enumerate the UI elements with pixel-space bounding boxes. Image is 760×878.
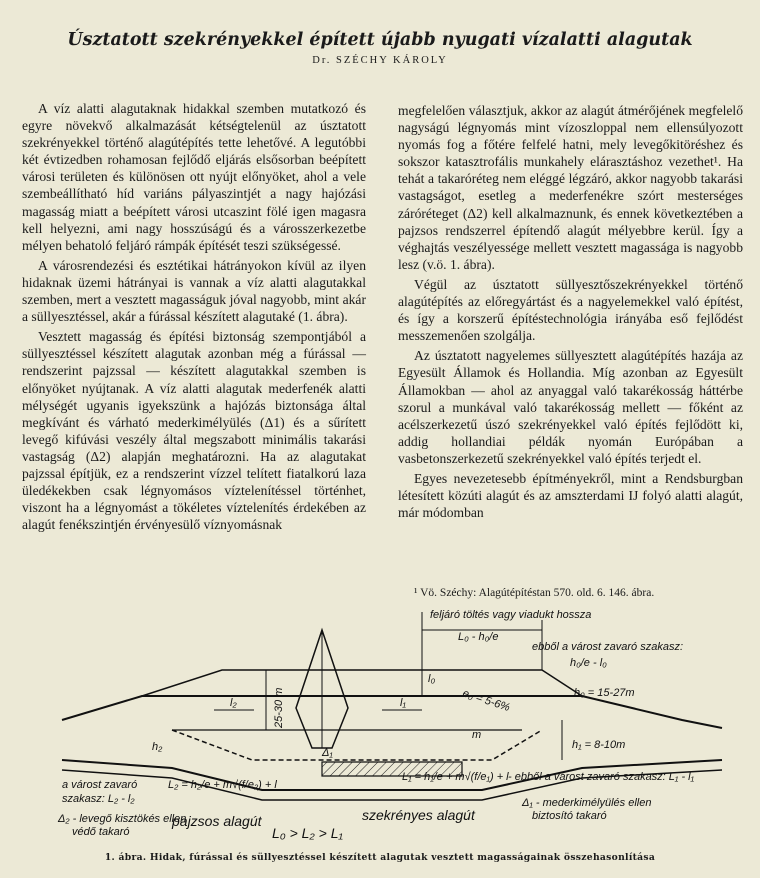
figure-caption: 1. ábra. Hidak, fúrással és süllyesztéssel készített alagutak vesztett magasságainak összehasonlítása [104, 852, 656, 863]
label-l2: l₂ [230, 697, 237, 709]
label-L1: L₁ = h₁/e + m√(f/e₁) + l [402, 771, 509, 783]
label-left2: szakasz: L₂ - l₂ [62, 793, 135, 805]
label-delta1-1: Δ₁ - mederkimélyülés ellen [522, 797, 652, 809]
paragraph: A városrendezési és esztétikai hátrányokon kívül az ilyen hidaknak üzemi hátrányai is vannak a víz alatti alagutakkal szemben, mert a vesztett magasságuk jóval nagyobb, mint akár a süllyesztéssel, akár a fúrással készített alagutaké (1. ábra). [22, 257, 366, 325]
paragraph: Az úsztatott nagyelemes süllyesztett alagútépítés hazája az Egyesült Államok és Hollandia. Míg azonban az Egyesült Államokban — ahol az anyaggal való takarékosság háttérbe szorul a munkával való takarékosság mellett — főként az acélszerkezetű úszó szekrényekkel való építés fejlődött ki, addig hollandiai példák nyomán Európában a vasbetonszerkezetű szekrényekkel való építés terjedt el. [398, 348, 743, 466]
label-ebbol-top1: ebből a várost zavaró szakasz: [532, 641, 684, 653]
label-delta-small: Δ₁ [322, 747, 333, 759]
label-delta1-2: biztosító takaró [532, 810, 607, 822]
label-L2: L₂ = h₂/e + m√(f/e₂) + l [168, 779, 277, 791]
label-25-30: 25-30 m [273, 687, 285, 728]
page-title: Úsztatott szekrényekkel épített újabb nyugati vízalatti alagutak [67, 30, 693, 50]
label-delta2-1: Δ₂ - levegő kisztökés ellen [58, 813, 187, 825]
paragraph: Vesztett magasság és építési biztonság szempontjából a süllyesztéssel készített alagutak azonban még a fúrással — rendszerint pajzssal — készített alagutakkal szemben is előnyöket nyújtanak. A víz alatti alagutak mederfenék alatti mélységét ugyanis igyekszünk a hajózás biztonsága által megkívánt és várható mederkimélyülés (Δ1) és a sűrített levegő kifúvási veszély által megszabott minimális takarási vastagság (Δ2) alapján meghatározni. Ha az alagutakat pajzssal építjük, ez a rendszerint vízzel telített fiatalkorú laza üledékekben csak légnyomásos víztelenítéssel történhet, viszont ha a légnyomást a tökéletes víztelenítés érdekében az alagút fenékszintjén érvényesülő víznyomásnak [22, 329, 366, 533]
figure-diagram [22, 600, 742, 846]
label-h0: h₀ = 15-27m [574, 687, 635, 699]
bridge-embankment [142, 670, 582, 696]
right-column [398, 102, 743, 524]
footnote: ¹ Vö. Széchy: Alagútépítéstan 570. old. 6. 146. ábra. [414, 587, 655, 599]
label-ebbol-mid: - ebből a várost zavaró szakasz: L₁ - l₁ [508, 771, 695, 783]
paragraph: Egyes nevezetesebb építményekről, mint a Rendsburgban létesített közúti alagút és az amszterdami IJ folyó alatti alagút, már módomban [398, 470, 743, 521]
label-l0-small: l₀ [428, 673, 436, 685]
label-delta2-2: védő takaró [72, 826, 130, 838]
paragraph: megfelelően választjuk, akkor az alagút átmérőjének megfelelő nagyságú légnyomás mint vízoszloppal nem ellensúlyozott nyomás fog a főtére felfelé hatni, mely levegőkitöréshez és sokszor katasztrofális munkahely elárasztáshoz vezethet¹. Ha tehát a takaróréteg nem eléggé légzáró, akkor nagyobb takarási vastagságot, esetleg a mederfenékre szórt mesterséges záróréteget (Δ2) kell alkalmaznunk, és ennek következtében a pajzsos rendszerrel építendő alagút mélyebbre kerül. Így a véghajtás veszélyessége mellett vesztett magassága is nagyobb lesz (v.ö. 1. ábra). [398, 103, 743, 272]
label-l1: l₁ [400, 697, 406, 709]
label-slope: e₀ = 5-6% [461, 687, 512, 714]
figure-1 [22, 600, 742, 846]
paragraph: Végül az úsztatott süllyesztőszekrényekkel történő alagútépítés az előregyártást és a nagyelemekkel való építést, és így a korszerű építéstechnológia irányába eső fejlődést messzemenően szolgálja. [398, 276, 743, 344]
label-m: m [472, 729, 482, 741]
author-line: Dr. SZÉCHY KÁROLY [312, 55, 448, 66]
label-pajzsos: pajzsos alagút [172, 813, 262, 829]
label-szekrenyes: szekrényes alagút [362, 807, 475, 823]
label-h1: h₁ = 8-10m [572, 739, 626, 751]
label-left1: a várost zavaró [62, 779, 138, 791]
paragraph: A víz alatti alagutaknak hidakkal szemben mutatkozó és egyre növekvő alkalmazását kétségtelenül az úsztatott szekrényekkel történő alagútépítés tette lehetővé. A legutóbbi két évtizedben rohamosan fejlődő eljárás elsősorban beépített városi területen és különösen ott nyújt előnyöket, ahol a vele szembeállítható híd variáns pályaszintjét a nagy hajózási magasság miatt a beépített városi utcaszint fölé igen magasra kell helyezni, ami nagy hosszúságú és a városszerkezetbe mélyen behatoló feljáró rámpák építését teszi szükségessé. [22, 101, 366, 253]
label-compare: L₀ > L₂ > L₁ [272, 825, 343, 841]
left-column [22, 100, 366, 536]
label-top: feljáró töltés vagy viadukt hossza [430, 609, 592, 621]
ground-profile [62, 696, 722, 728]
label-h2: h₂ [152, 741, 163, 753]
label-ebbol-top2: h₀/e - l₀ [570, 657, 607, 669]
label-l0: L₀ - h₀/e [458, 631, 499, 643]
river-bed [172, 730, 542, 760]
